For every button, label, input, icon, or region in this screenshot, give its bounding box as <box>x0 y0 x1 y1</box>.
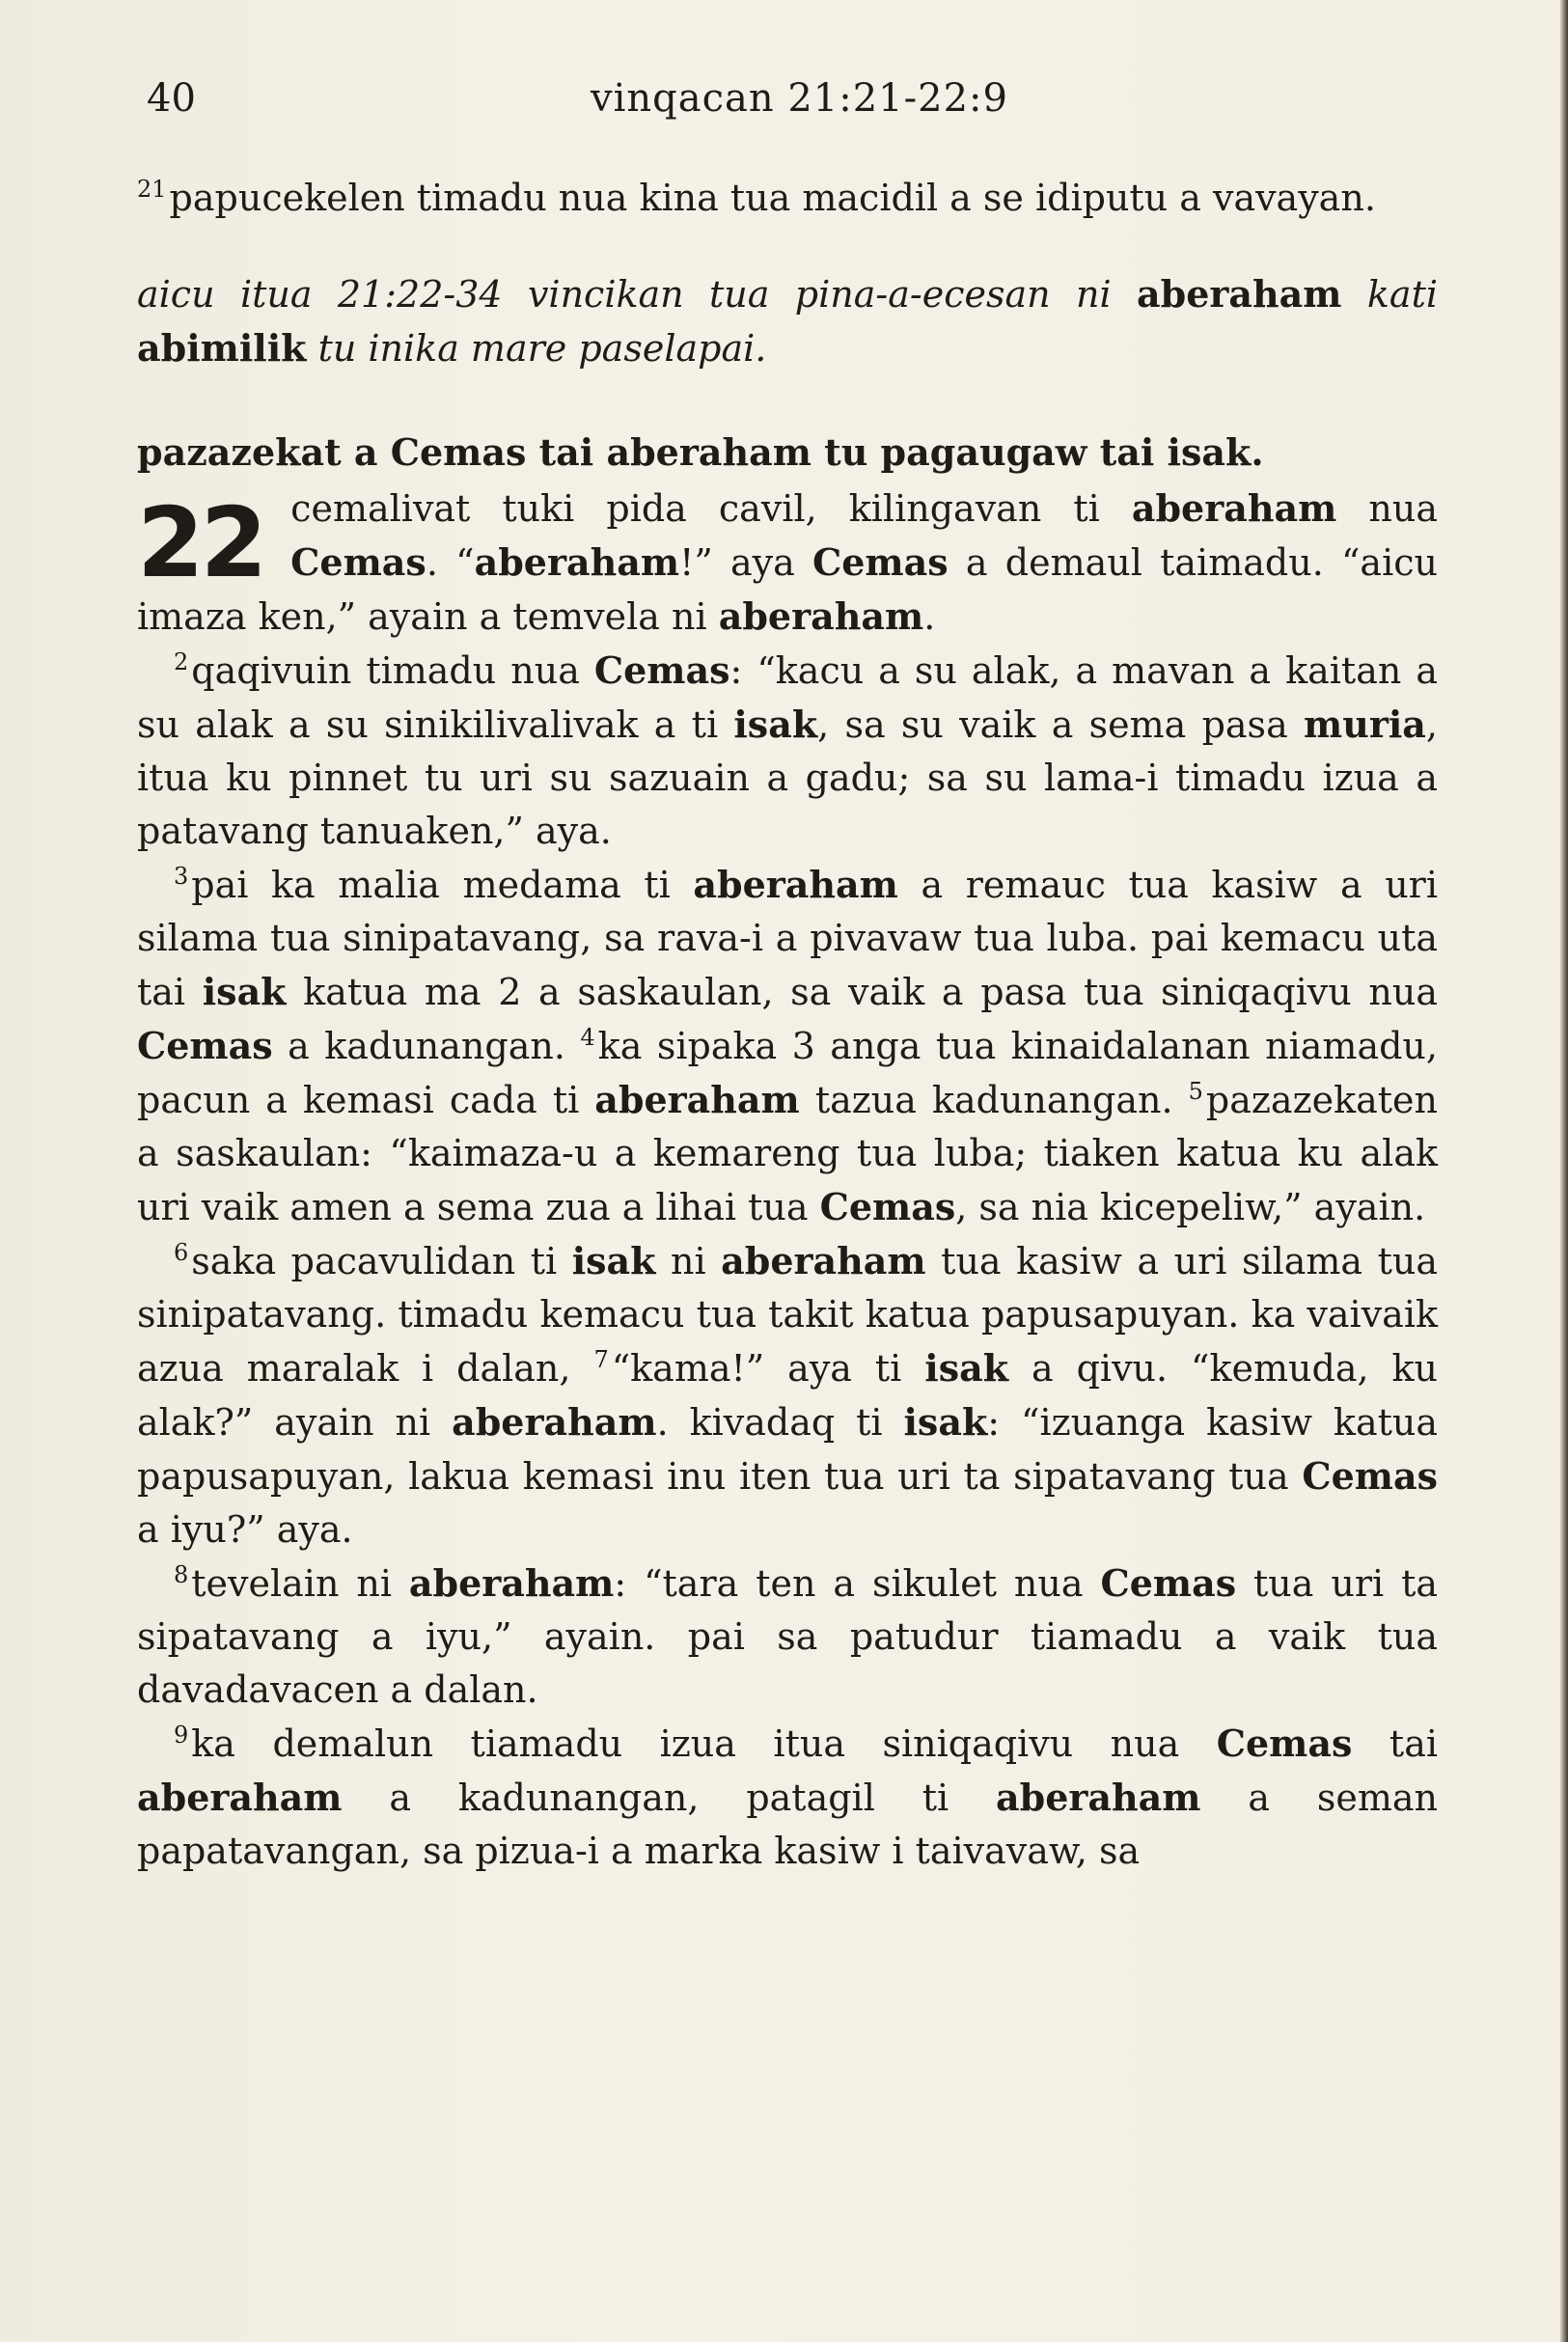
section-heading: pazazekat a Cemas tai aberaham tu pagaugaw tai isak. <box>137 430 1264 474</box>
verse-21 <box>137 172 1438 225</box>
verse-text: tua kasiw a uri silama tua sinipatavang. timadu kemacu tua takit katua papusapuyan. ka vaivaik azua maralak i dalan, <box>137 1240 1439 1390</box>
name-bold: Cemas <box>593 648 730 692</box>
main-text <box>137 172 1438 1878</box>
verse-text: a demaul taimadu. “aicu imaza ken,” ayain a temvela ni <box>137 541 1438 638</box>
verse-text: . “ <box>426 541 475 584</box>
verse-text: : “tara ten a sikulet nua <box>614 1562 1101 1605</box>
name-bold: aberaham <box>452 1400 657 1444</box>
verse-text: a remauc tua kasiw a uri silama tua sinipatavang, sa rava-i a pivavaw tua luba. pai kemacu uta tai <box>137 864 1438 1013</box>
verse-text: , sa nia kicepeliw,” ayain. <box>955 1186 1426 1228</box>
summary-text: tu inika mare paselapai. <box>306 327 767 370</box>
name-bold: aberaham <box>474 540 680 584</box>
verse-text: . <box>923 595 936 638</box>
verse-number: 8 <box>174 1561 189 1588</box>
summary-name: aberaham <box>1137 272 1342 316</box>
verse-text: ka demalun tiamadu izua itua siniqaqivu nua <box>191 1722 1217 1765</box>
verse-8 <box>137 1557 1438 1717</box>
name-bold: aberaham <box>718 594 924 638</box>
name-bold: aberaham <box>693 863 898 906</box>
verse-text: : “izuanga kasiw katua papusapuyan, lakua kemasi inu iten tua uri ta sipatavang tua <box>137 1401 1438 1498</box>
verse-number: 6 <box>174 1239 189 1266</box>
name-bold: isak <box>903 1400 988 1444</box>
name-bold: aberaham <box>137 1776 343 1819</box>
running-head: vinqacan 21:21-22:9 <box>591 76 1008 121</box>
verse-text: tua uri ta sipatavang a iyu,” ayain. pai sa patudur tiamadu a vaik tua davadavacen a dalan. <box>137 1562 1438 1711</box>
verse-number: 7 <box>593 1346 609 1373</box>
page-edge-shadow <box>1560 0 1568 2342</box>
verse-number: 4 <box>580 1024 595 1051</box>
verse-number: 3 <box>174 863 189 890</box>
verse-text: tazua kadunangan. <box>799 1079 1189 1121</box>
name-bold: Cemas <box>819 1185 956 1228</box>
verse-text: saka pacavulidan ti <box>191 1240 572 1282</box>
chapter-number: 22 <box>137 486 264 599</box>
name-bold: aberaham <box>594 1078 800 1121</box>
verse-text: katua ma 2 a saskaulan, sa vaik a pasa tua siniqaqivu nua <box>286 971 1438 1013</box>
name-bold: isak <box>202 970 287 1013</box>
chapter-summary <box>137 267 1438 375</box>
verse-text: a seman papatavangan, sa pizua-i a marka kasiw i taivavaw, sa <box>137 1777 1438 1872</box>
summary-text: aicu itua 21:22-34 vincikan tua pina-a-ecesan ni <box>137 273 1138 316</box>
name-bold: muria <box>1303 703 1426 746</box>
verse-text: qaqivuin timadu nua <box>191 649 594 692</box>
summary-name: abimilik <box>137 326 307 370</box>
verse-2 <box>137 644 1438 858</box>
name-bold: aberaham <box>408 1561 615 1605</box>
verse-text: pai ka malia medama ti <box>191 864 694 906</box>
verse-text: a iyu?” aya. <box>137 1508 353 1551</box>
verse-text: a qivu. “kemuda, ku alak?” ayain ni <box>137 1347 1438 1444</box>
name-bold: Cemas <box>1302 1454 1438 1498</box>
verses-3-5 <box>137 858 1438 1234</box>
summary-text: kati <box>1341 273 1439 316</box>
name-bold: aberaham <box>996 1776 1201 1819</box>
verse-text: , sa su vaik a sema pasa <box>817 703 1304 746</box>
verse-number: 2 <box>174 648 189 675</box>
name-bold: isak <box>924 1346 1009 1390</box>
name-bold: Cemas <box>1216 1722 1353 1765</box>
verse-text: !” aya <box>679 541 812 584</box>
name-bold: Cemas <box>812 540 949 584</box>
verse-text: tai <box>1352 1722 1438 1765</box>
verse-text: pazazekaten a saskaulan: “kaimaza-u a kemareng tua luba; tiaken katua ku alak uri vaik amen a sema zua a lihai tua <box>137 1079 1438 1228</box>
verse-9 <box>137 1717 1438 1878</box>
chapter-22-block <box>137 482 1438 644</box>
verse-text: nua <box>1336 487 1438 530</box>
verse-text: a kadunangan, patagil ti <box>342 1777 996 1819</box>
name-bold: aberaham <box>721 1239 926 1282</box>
name-bold: aberaham <box>1131 486 1337 530</box>
verse-1 <box>137 482 1438 644</box>
verse-text: , itua ku pinnet tu uri su sazuain a gadu; sa su lama-i timadu izua a patavang tanuaken,” aya. <box>137 703 1438 852</box>
page-header <box>137 69 1449 127</box>
verse-text: a kadunangan. <box>272 1025 581 1067</box>
page-number: 40 <box>147 76 196 121</box>
verse-text: : “kacu a su alak, a mavan a kaitan a su alak a su sinikilivalivak a ti <box>137 649 1438 746</box>
name-bold: Cemas <box>1100 1561 1237 1605</box>
verse-number: 5 <box>1188 1078 1203 1105</box>
name-bold: Cemas <box>137 1024 273 1067</box>
verse-text: ka sipaka 3 anga tua kinaidalanan niamadu, pacun a kemasi cada ti <box>137 1025 1438 1121</box>
verse-text: . kivadaq ti <box>656 1401 904 1444</box>
verse-text: “kama!” aya ti <box>611 1347 925 1390</box>
name-bold: isak <box>571 1239 656 1282</box>
name-bold: isak <box>733 703 818 746</box>
name-bold: Cemas <box>290 540 426 584</box>
verse-text: cemalivat tuki pida cavil, kilingavan ti <box>290 487 1132 530</box>
verse-number: 21 <box>137 176 167 203</box>
verse-text: ni <box>655 1240 722 1282</box>
verse-text: tevelain ni <box>191 1562 409 1605</box>
verse-number: 9 <box>174 1722 189 1749</box>
verse-text: papucekelen timadu nua kina tua macidil a se idiputu a vavayan. <box>169 177 1376 219</box>
verses-6-7 <box>137 1234 1438 1557</box>
